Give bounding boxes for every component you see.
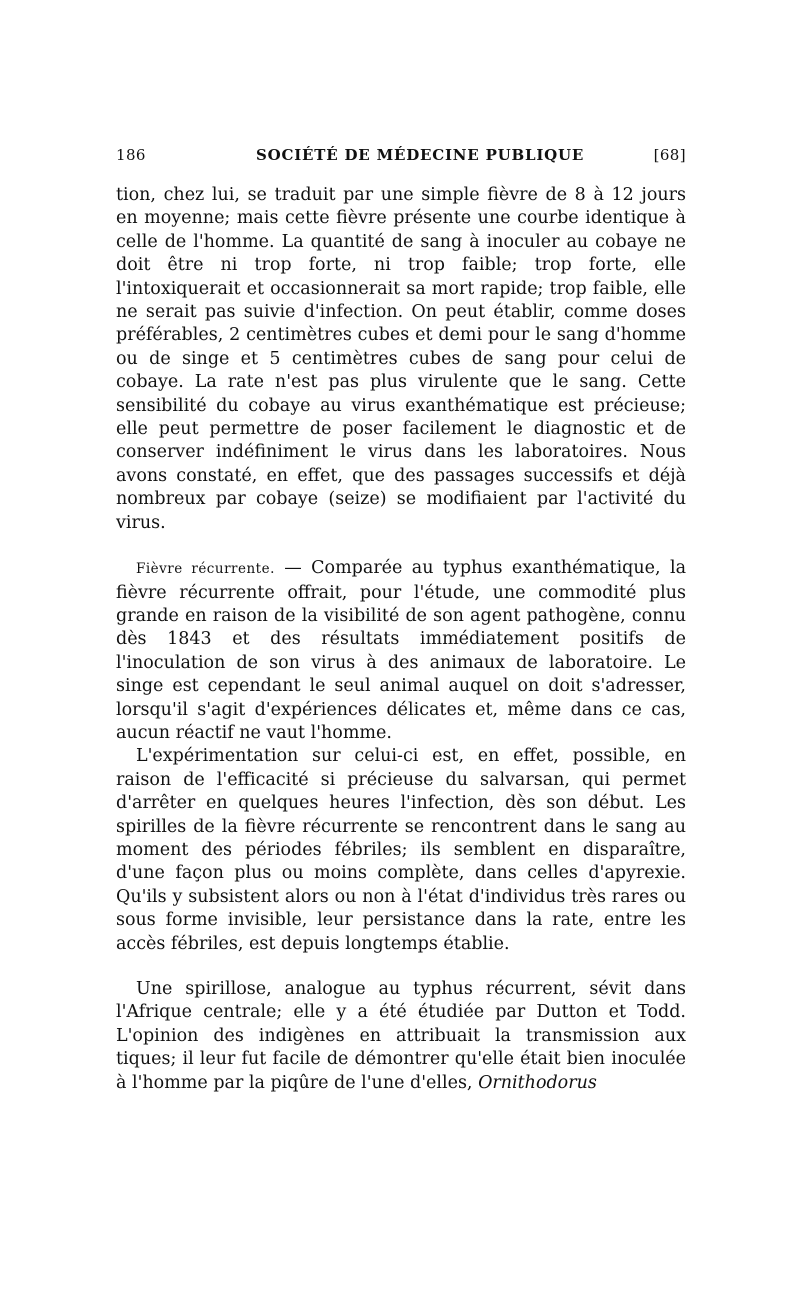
body-text — [116, 184, 686, 1095]
page-number: 186 — [116, 146, 146, 164]
paragraph-experimentation: L'expérimentation sur celui-ci est, en effet, possible, en raison de l'efficacité si précieuse du salvarsan, qui permet d'arrêter en quelques heures l'infection, dès son début. Les spirilles de la fièvre récurrente se rencontrent dans le sang au moment des périodes fébriles; ils semblent en disparaître, d'une façon plus ou moins complète, dans celles d'apyrexie. Qu'ils y subsistent alors ou non à l'état d'individus très rares ou sous forme invisible, leur persistance dans la rate, entre les accès fébriles, est depuis longtemps établie. — [116, 746, 686, 954]
paragraph-spirillose — [116, 978, 686, 1095]
book-page — [116, 146, 686, 1095]
section-heading: Fièvre récurrente. — [136, 561, 275, 578]
paragraph-fievre-recurrente — [116, 557, 686, 745]
paragraph-text: — Comparée au typhus exanthématique, la fièvre récurrente offrait, pour l'étude, une commodité plus grande en raison de la visibilité de son agent pathogène, connu dès 1843 et des résultats immédiatement positifs de l'inoculation de son virus à des animaux de laboratoire. Le singe est cependant le seul animal auquel on doit s'adresser, lorsqu'il s'agit d'expériences délicates et, même dans ce cas, aucun réactif ne vaut l'homme. — [116, 558, 686, 743]
paragraph-text: Une spirillose, analogue au typhus récurrent, sévit dans l'Afrique centrale; elle y a été étudiée par Dutton et Todd. L'opinion des indigènes en attribuait la transmission aux tiques; il leur fut facile de démontrer qu'elle était bien inoculée à l'homme par la piqûre de l'une d'elles, — [116, 979, 686, 1093]
running-head — [116, 146, 686, 172]
italic-genus-name: Ornithodorus — [478, 1072, 597, 1093]
paragraph-typhus-continuation: tion, chez lui, se traduit par une simple fièvre de 8 à 12 jours en moyenne; mais cette fièvre présente une courbe identique à celle de l'homme. La quantité de sang à inoculer au cobaye ne doit être ni trop forte, ni trop faible; trop forte, elle l'intoxiquerait et occasionnerait sa mort rapide; trop faible, elle ne serait pas suivie d'infection. On peut établir, comme doses préférables, 2 centimètres cubes et demi pour le sang d'homme ou de singe et 5 centimètres cubes de sang pour celui de cobaye. La rate n'est pas plus virulente que le sang. Cette sensibilité du cobaye au virus exanthématique est précieuse; elle peut permettre de poser facilement le diagnostic et de conserver indéfiniment le virus dans les laboratoires. Nous avons constaté, en effet, que des passages successifs et déjà nombreux par cobaye (seize) se modifiaient par l'activité du virus. — [116, 185, 686, 533]
running-title: SOCIÉTÉ DE MÉDECINE PUBLIQUE — [256, 146, 585, 164]
bracket-page-number: [68] — [653, 146, 686, 164]
